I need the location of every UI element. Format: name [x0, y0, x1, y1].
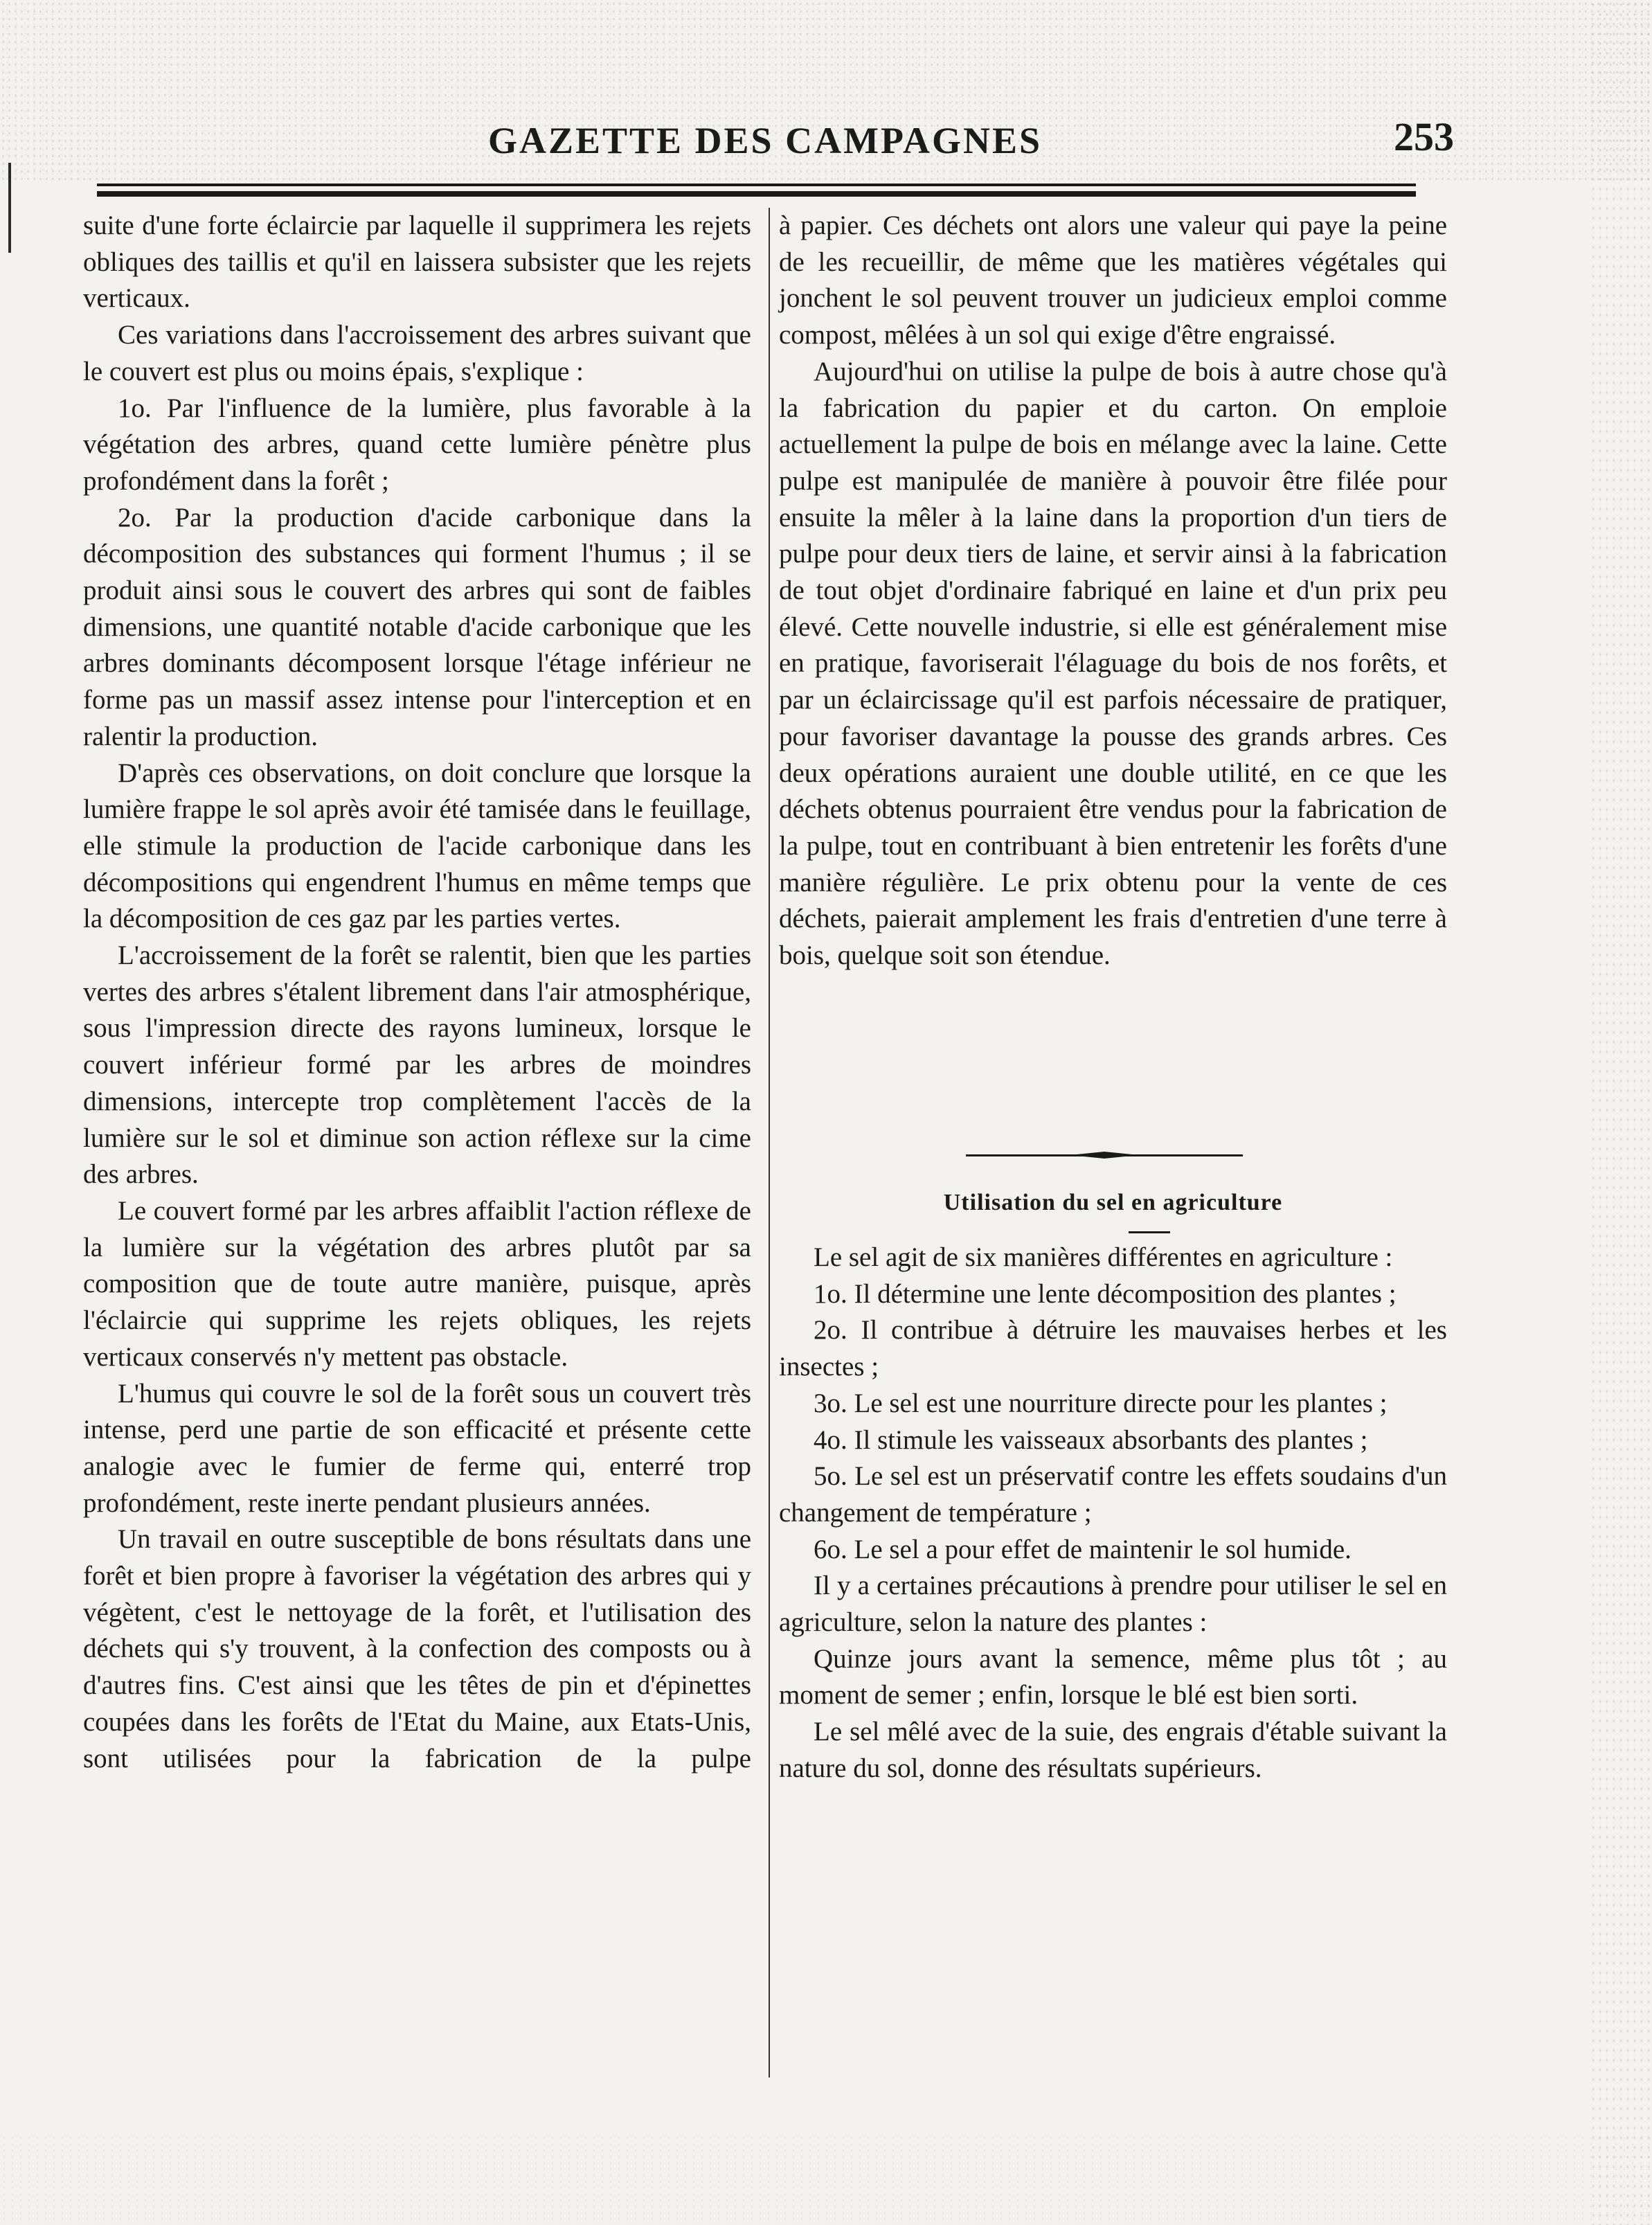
list-item: 6o. Le sel a pour effet de maintenir le sol humide.	[814, 1534, 1352, 1564]
paragraph: L'humus qui couvre le sol de la forêt sous un couvert très intense, perd une partie de son efficacité et présente cette analogie avec le fumier de ferme qui, enterré trop profondément, reste inerte pendant plusieurs années.	[83, 1378, 751, 1518]
left-column	[83, 208, 751, 1777]
page-header	[90, 104, 1454, 166]
list-item: 1o. Il détermine une lente décomposition des plantes ;	[814, 1278, 1397, 1309]
margin-mark	[8, 163, 11, 253]
paragraph: L'accroissement de la forêt se ralentit, bien que les parties vertes des arbres s'étalent librement dans l'air atmosphérique, sous l'impression directe des rayons lumineux, lorsque le couvert inférieur formé par les arbres de moindres dimensions, intercepte trop complètement l'accès de la lumière sur le sol et diminue son action réflexe sur la cime des arbres.	[83, 940, 751, 1190]
paragraph: suite d'une forte éclaircie par laquelle il supprimera les rejets obliques des taillis et qu'il en laissera subsister que les rejets verticaux.	[83, 211, 751, 314]
column-divider	[769, 208, 770, 2077]
list-item: 4o. Il stimule les vaisseaux absorbants des plantes ;	[814, 1424, 1368, 1455]
list-item: 2o. Il contribue à détruire les mauvaises herbes et les insectes ;	[779, 1315, 1447, 1382]
list-item: 3o. Le sel est une nourriture directe pour les plantes ;	[814, 1388, 1388, 1418]
scan-noise-right	[1590, 0, 1652, 2225]
paragraph: Quinze jours avant la semence, même plus tôt ; au moment de semer ; enfin, lorsque le blé est bien sorti.	[779, 1643, 1447, 1710]
header-rule-thick	[97, 191, 1416, 197]
section-heading: Utilisation du sel en agriculture	[943, 1190, 1283, 1215]
paragraph: Le sel mêlé avec de la suie, des engrais d'étable suivant la nature du sol, donne des résultats supérieurs.	[779, 1717, 1447, 1783]
paragraph: Ces variations dans l'accroissement des arbres suivant que le couvert est plus ou moins épais, s'explique :	[83, 320, 751, 386]
section-ornament	[966, 1151, 1243, 1161]
scan-noise-bottom	[0, 2135, 1652, 2225]
right-column-section	[779, 1240, 1447, 1787]
paragraph: Il y a certaines précautions à prendre pour utiliser le sel en agriculture, selon la nature des plantes :	[779, 1571, 1447, 1638]
paragraph: D'après ces observations, on doit conclure que lorsque la lumière frappe le sol après avoir été tamisée dans le feuillage, elle stimule la production de l'acide carbonique dans les décompositions qui engendrent l'humus en même temps que la décomposition de ces gaz par les parties vertes.	[83, 758, 751, 934]
page-number: 253	[1394, 114, 1454, 159]
paragraph: Un travail en outre susceptible de bons résultats dans une forêt et bien propre à favoriser la végétation des arbres qui y végètent, c'est le nettoyage de la forêt, et l'utilisation des déchets qui s'y trouvent, à la confection des composts ou à d'autres fins. C'est ainsi que les têtes de pin et d'épinettes coupées dans les forêts de l'Etat du Maine, aux Etats-Unis, sont utilisées pour la fabrication de la pulpe	[83, 1524, 751, 1773]
paragraph: à papier. Ces déchets ont alors une valeur qui paye la peine de les recueillir, de même que les matières végétales qui jonchent le sol peuvent trouver un judicieux emploi comme compost, mêlées à un sol qui exige d'être engraissé.	[779, 211, 1447, 350]
paragraph: Le sel agit de six manières différentes en agriculture :	[814, 1242, 1393, 1272]
paragraph: Le couvert formé par les arbres affaiblit l'action réflexe de la lumière sur la végétation des arbres plutôt par sa composition que de toute autre manière, puisque, après l'éclaircie qui supprime les rejets obliques, les rejets verticaux conservés n'y mettent pas obstacle.	[83, 1195, 751, 1372]
right-column	[779, 208, 1447, 974]
page-title: GAZETTE DES CAMPAGNES	[487, 120, 1043, 161]
header-rule-thin	[97, 184, 1416, 186]
section-heading-rule	[1129, 1231, 1170, 1233]
paragraph: 2o. Par la production d'acide carbonique dans la décomposition des substances qui forment l'humus ; il se produit ainsi sous le couvert des arbres qui sont de faibles dimensions, une quantité notable d'acide carbonique que les arbres dominants décomposent lorsque l'étage inférieur ne forme pas un massif assez intense pour l'interception et en ralentir la production.	[83, 502, 751, 751]
list-item: 5o. Le sel est un préservatif contre les effets soudains d'un changement de température ;	[779, 1461, 1447, 1528]
paragraph: 1o. Par l'influence de la lumière, plus favorable à la végétation des arbres, quand cette lumière pénètre plus profondément dans la forêt ;	[83, 393, 751, 496]
paragraph: Aujourd'hui on utilise la pulpe de bois à autre chose qu'à la fabrication du papier et du carton. On emploie actuellement la pulpe de bois en mélange avec la laine. Cette pulpe est manipulée de manière à pouvoir être filée pour ensuite la mêler à la laine dans la proportion d'un tiers de pulpe pour deux tiers de laine, et servir ainsi à la fabrication de tout objet d'ordinaire fabriqué en laine et d'un prix peu élevé. Cette nouvelle industrie, si elle est généralement mise en pratique, favoriserait l'élaguage du bois de nos forêts, et par un éclaircissage qu'il est parfois nécessaire de pratiquer, pour favoriser davantage la pousse des grands arbres. Ces deux opérations auraient une double utilité, en ce que les déchets obtenus pourraient être vendus pour la fabrication de la pulpe, tout en contribuant à bien entretenir les forêts d'une manière régulière. Le prix obtenu pour la vente de ces déchets, paierait amplement les frais d'entretien d'une terre à bois, quelque soit son étendue.	[779, 356, 1447, 971]
